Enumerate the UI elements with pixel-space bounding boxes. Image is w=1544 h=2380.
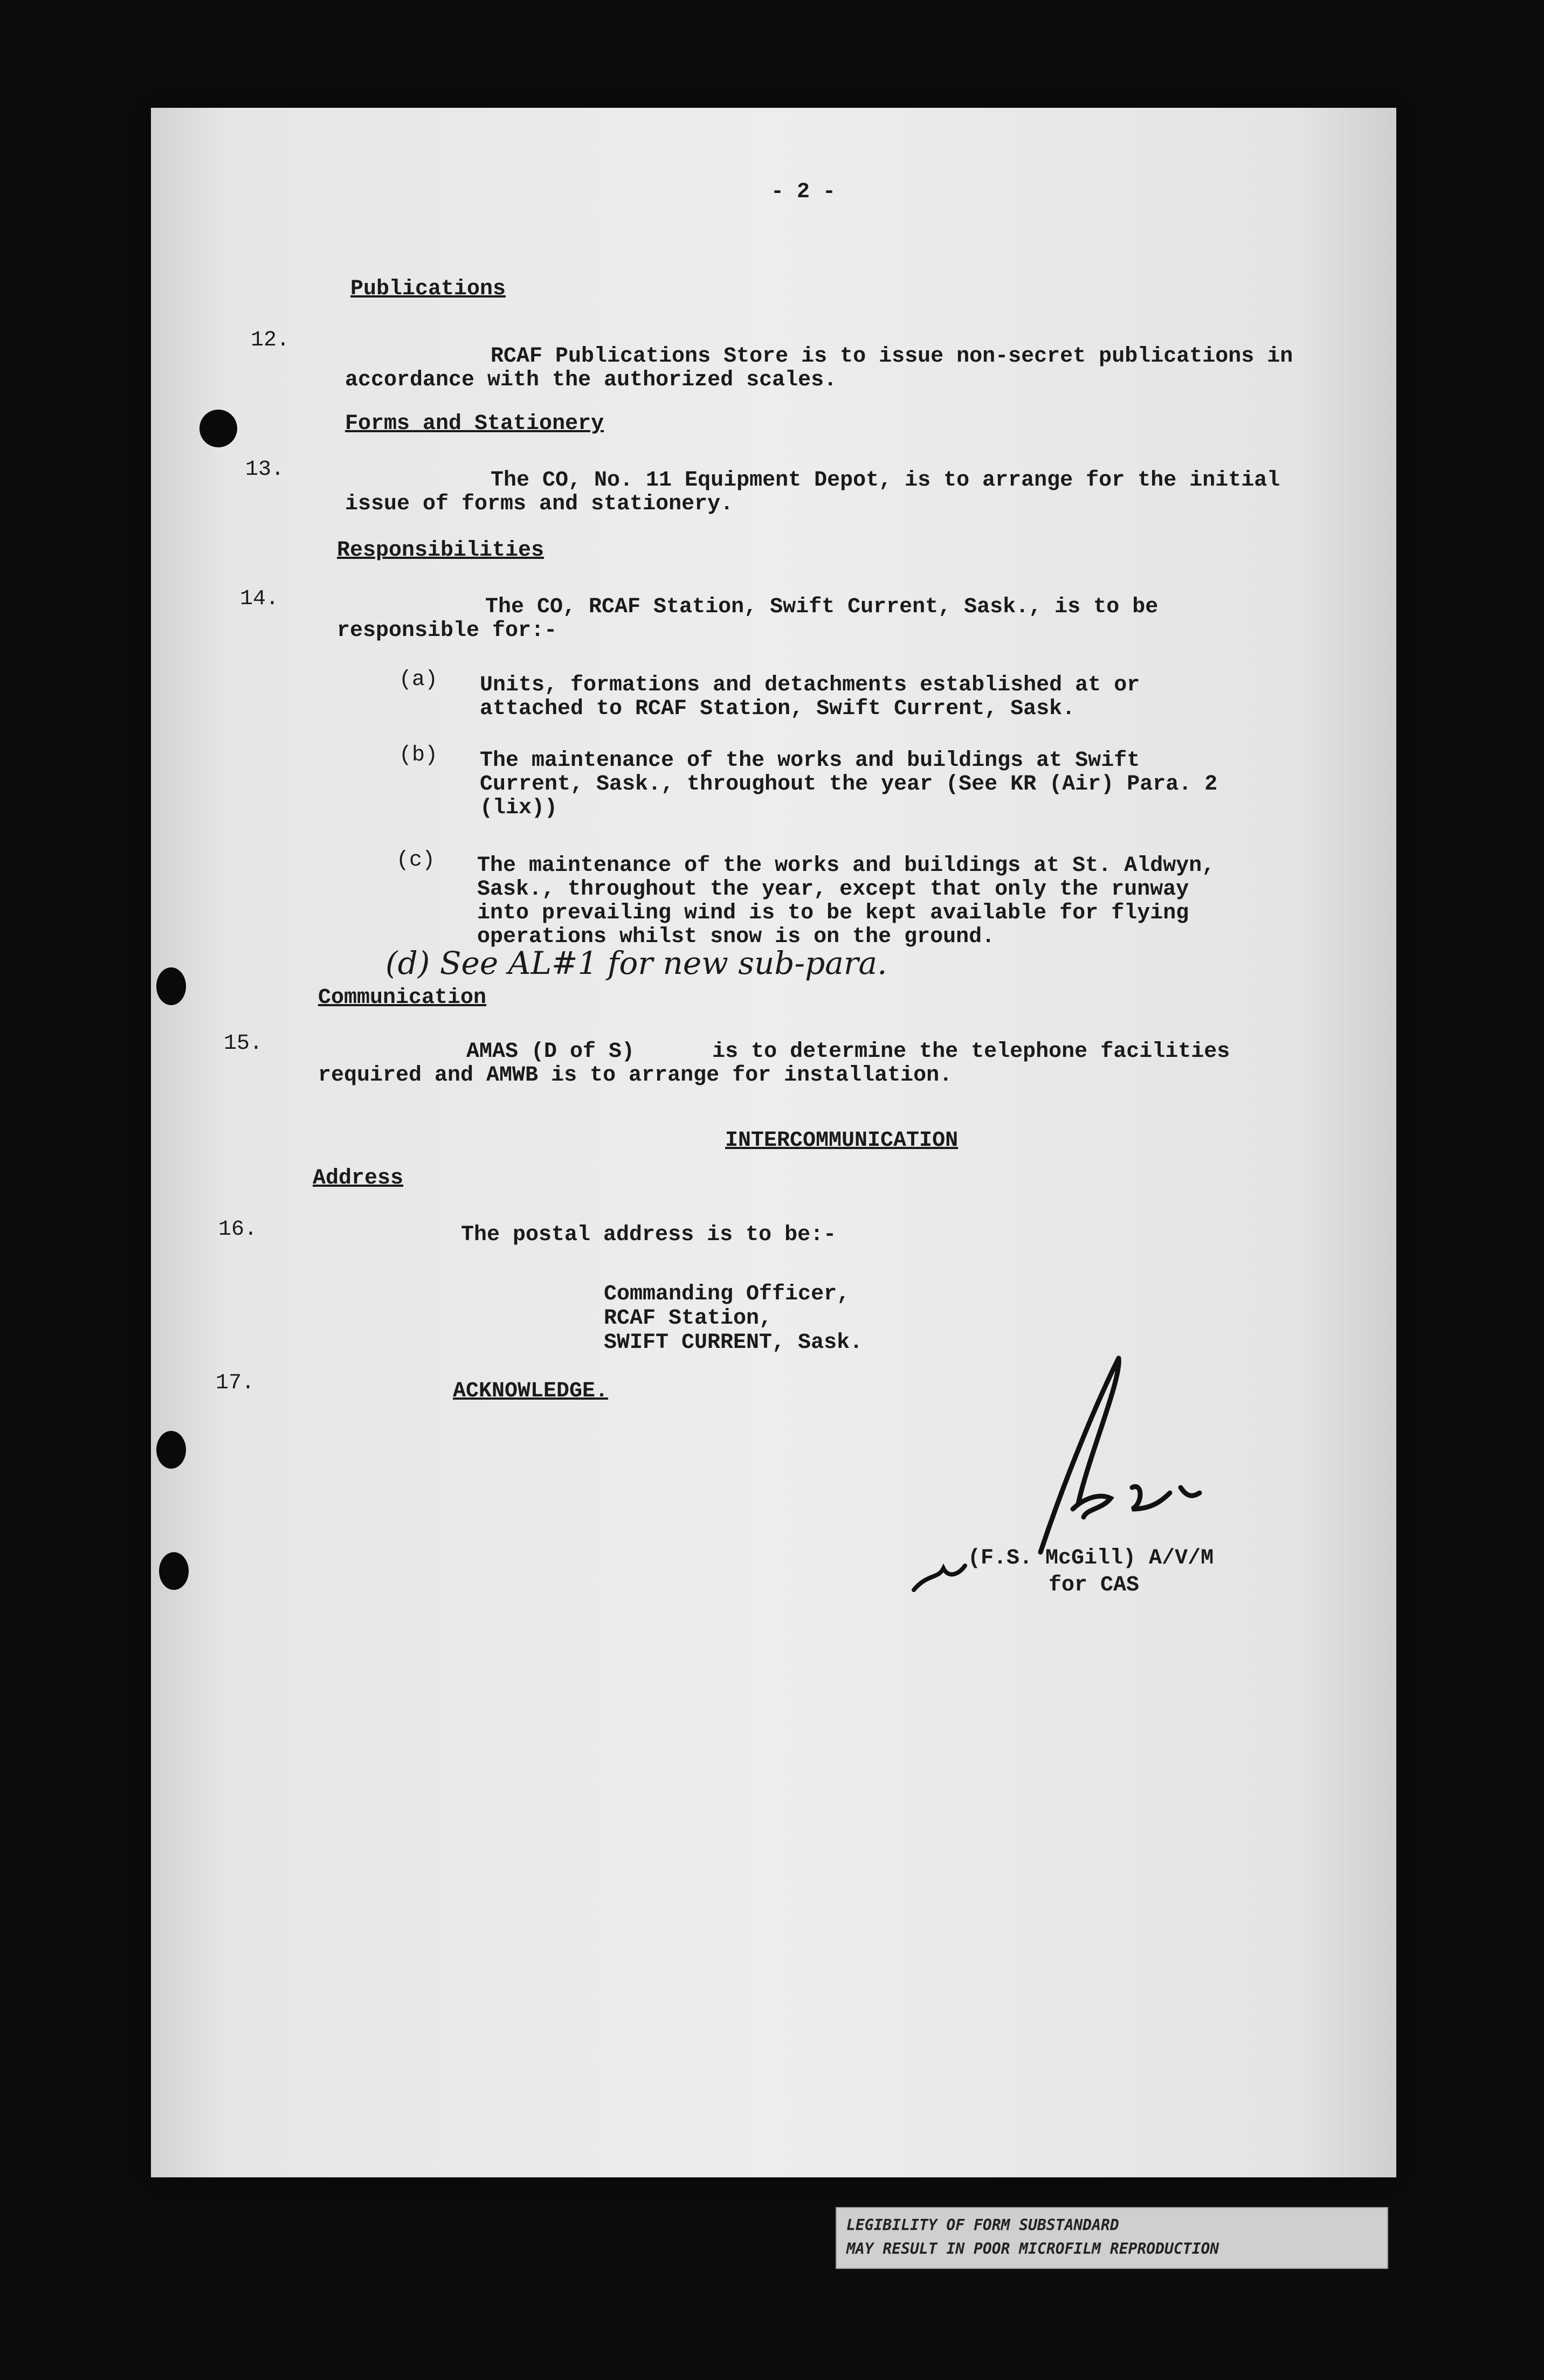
intercommunication-title: INTERCOMMUNICATION: [725, 1129, 959, 1153]
item-a-text: Units, formations and detachments established at or attached to RCAF Station, Swift Current, Sask.: [480, 673, 1140, 721]
acknowledge-text: ACKNOWLEDGE.: [453, 1379, 609, 1403]
microfilm-note-line-1: LEGIBILITY OF FORM SUBSTANDARD: [846, 2216, 1119, 2234]
address-line-3: SWIFT CURRENT, Sask.: [604, 1331, 863, 1355]
heading-publications: Publications: [350, 277, 506, 301]
item-label-b: (b): [399, 743, 438, 767]
para-number-12: 12.: [251, 328, 290, 352]
heading-communication: Communication: [318, 986, 487, 1010]
microfilm-legibility-stamp: [836, 2207, 1388, 2269]
signature-for: for CAS: [1049, 1573, 1140, 1597]
punch-hole-2: [156, 967, 186, 1005]
microfilm-note-line-2: MAY RESULT IN POOR MICROFILM REPRODUCTION: [846, 2240, 1219, 2258]
para-14-text: The CO, RCAF Station, Swift Current, Sask., is to be responsible for:-: [337, 595, 1159, 643]
para-12-text: RCAF Publications Store is to issue non-secret publications in accordance with the authorized scales.: [345, 344, 1293, 392]
heading-responsibilities: Responsibilities: [337, 538, 544, 563]
handwritten-item-d: (d) See AL#1 for new sub-para.: [385, 945, 887, 981]
item-label-a: (a): [399, 668, 438, 692]
para-number-15: 15.: [224, 1032, 263, 1056]
address-line-2: RCAF Station,: [604, 1306, 773, 1331]
para-16-text: The postal address is to be:-: [461, 1223, 837, 1247]
address-line-1: Commanding Officer,: [604, 1282, 850, 1306]
heading-address: Address: [313, 1166, 404, 1191]
item-b-text: The maintenance of the works and buildings at Swift Current, Sask., throughout the year (See KR (Air) Para. 2 (lix)): [480, 749, 1218, 820]
punch-hole-1: [199, 410, 237, 447]
item-c-text: The maintenance of the works and buildings at St. Aldwyn, Sask., throughout the year, except that only the runway into prevailing wind is to be kept available for flying operations whilst snow is on the ground.: [477, 854, 1215, 949]
punch-hole-3: [156, 1431, 186, 1469]
para-number-13: 13.: [245, 458, 285, 482]
heading-forms-stationery: Forms and Stationery: [345, 412, 604, 436]
punch-hole-4: [159, 1552, 189, 1590]
para-number-16: 16.: [218, 1217, 258, 1242]
para-number-14: 14.: [240, 587, 279, 611]
para-15-text: AMAS (D of S) is to determine the telephone facilities required and AMWB is to arrange for installation.: [318, 1040, 1243, 1088]
para-13-text: The CO, No. 11 Equipment Depot, is to arrange for the initial issue of forms and stationery.: [345, 468, 1280, 516]
item-label-c: (c): [396, 848, 436, 873]
page-number: - 2 -: [771, 180, 836, 204]
signature-name: (F.S. McGill) A/V/M: [968, 1546, 1214, 1570]
para-number-17: 17.: [216, 1371, 255, 1395]
